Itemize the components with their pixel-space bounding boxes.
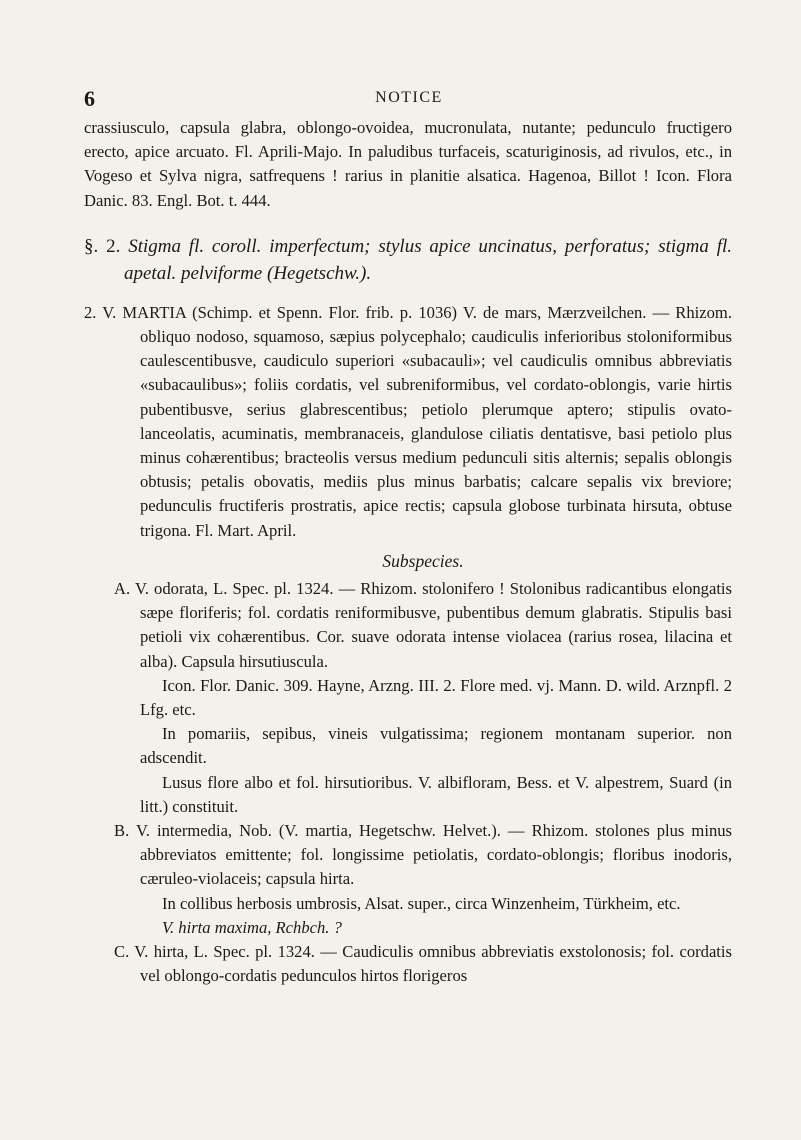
species-description: V. MARTIA (Schimp. et Spenn. Flor. frib. p. 1036) V. de mars, Mærzveilchen. — Rhizom. obliquo nodoso, squamoso, sæpius polycephalo; caudiculis inferioribus stoloniformibus caulescentibusve, caudiculo superiori «subacauli»; vel caudiculis omnibus abbreviatis «subacaulibus»; foliis cordatis, vel subreniformibus, vel cordato-oblongis, varie hirtis pubentibusve, serius glabrescentibus; petiolo plerumque aptero; stipulis ovato-lanceolatis, acuminatis, membranaceis, glandulose ciliatis dentatisve, basi petiolo plus minus cohærentibus; bracteolis versus medium pedunculi sitis alternis; sepalis oblongis obtusis; petalis obovatis, mediis plus minus barbatis; calcare sepalis vix breviore; pedunculis fructiferis prostratis, apice rectis; capsula globose turbinata hirsuta, obtuse trigona. Fl. Mart. April. bbox=[102, 302, 732, 540]
species-number: 2. bbox=[84, 302, 97, 322]
subspecies-a-habitat: In pomariis, sepibus, vineis vulgatissima; regionem montanam superior. non adscendit. bbox=[140, 724, 732, 768]
species-entry bbox=[84, 301, 732, 543]
running-head: NOTICE bbox=[375, 89, 443, 106]
page-body bbox=[84, 116, 732, 989]
section-heading bbox=[84, 233, 732, 287]
subspecies-heading: Subspecies. bbox=[382, 550, 464, 571]
subspecies-b: B. V. intermedia, Nob. (V. martia, Hegetschw. Helvet.). — Rhizom. stolones plus minus abbreviatos emittente; fol. longissime petiolatis, cordato-oblongis; floribus inodoris, cæruleo-violaceis; capsula hirta. bbox=[114, 821, 732, 889]
subspecies-c: C. V. hirta, L. Spec. pl. 1324. — Caudiculis omnibus abbreviatis exstolonosis; fol. cordatis vel oblongo-cordatis pedunculos hirtos florigeros bbox=[114, 942, 732, 986]
continuation-paragraph: crassiusculo, capsula glabra, oblongo-ovoidea, mucronulata, nutante; pedunculo fructigero erecto, apice arcuato. Fl. Aprili-Majo. In paludibus turfaceis, scaturiginosis, ad rivulos, etc., in Vogeso et Sylva nigra, satfrequens ! rarius in planitie alsatica. Hagenoa, Billot ! Icon. Flora Danic. 83. Engl. Bot. t. 444. bbox=[84, 118, 732, 210]
subspecies-b-variety: V. hirta maxima, Rchbch. ? bbox=[162, 917, 342, 937]
section-text: Stigma fl. coroll. imperfectum; stylus apice uncinatus, perforatus; stigma fl. apetal. pelviforme (Hegetschw.). bbox=[124, 235, 733, 284]
subspecies-a-icon: Icon. Flor. Danic. 309. Hayne, Arzng. III. 2. Flore med. vj. Mann. D. wild. Arznpfl. 2 Lfg. etc. bbox=[140, 675, 732, 720]
subspecies-a-lusus: Lusus flore albo et fol. hirsutioribus. V. albifloram, Bess. et V. alpestrem, Suard (in litt.) constituit. bbox=[140, 772, 732, 816]
subspecies-a: A. V. odorata, L. Spec. pl. 1324. — Rhizom. stolonifero ! Stolonibus radicantibus elongatis sæpe floriferis; fol. cordatis reniformibusve, pubentibus demum glabratis. Stipulis basi petioli vix cohærentibus. Cor. suave odorata intense violacea (rarius rosea, lilacina et alba). Capsula hirsutiuscula. bbox=[114, 579, 732, 671]
page-header bbox=[84, 86, 734, 110]
subspecies-b-habitat: In collibus herbosis umbrosis, Alsat. super., circa Winzenheim, Türkheim, etc. bbox=[162, 893, 681, 913]
page-number: 6 bbox=[84, 86, 95, 111]
section-number: §. 2. bbox=[84, 235, 121, 257]
